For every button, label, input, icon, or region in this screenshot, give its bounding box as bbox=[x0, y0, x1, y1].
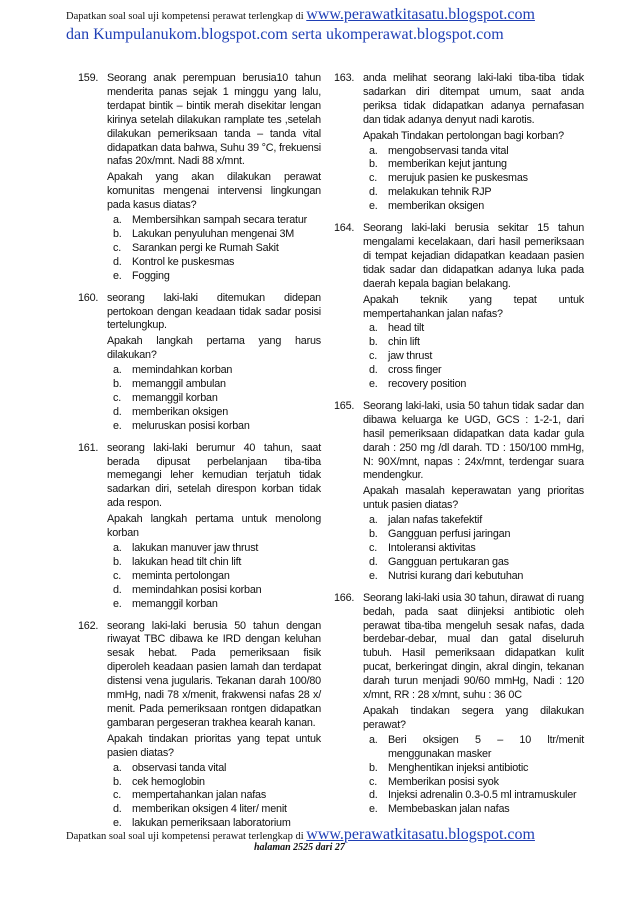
option-list bbox=[107, 762, 321, 832]
header-prefix: Dapatkan soal soal uji kompetensi perawat terlengkap di bbox=[66, 11, 307, 22]
question-ask: Apakah langkah pertama yang harus dilakukan? bbox=[107, 335, 321, 362]
question-stem: Seorang anak perempuan berusia10 tahun menderita panas sejak 1 minggu yang lalu, terdapat bintik – bintik merah disekitar lengan kirinya setelah dilakukan ramplate tes ,setelah dilakukan pemeriksaan tanda – tanda vital didapatkan data bahwa, Suhu 39 °C, frekuensi nafas 20x/mnt. Nadi 88 x/mnt. bbox=[107, 72, 322, 168]
option-text: Membersihkan sampah secara teratur bbox=[132, 214, 308, 227]
option-item bbox=[107, 803, 321, 817]
question-ask: Apakah langkah pertama untuk menolong korban bbox=[107, 513, 321, 540]
option-text: Menghentikan injeksi antibiotic bbox=[388, 761, 529, 774]
question-number: 166. bbox=[334, 591, 355, 604]
option-letter: b. bbox=[113, 378, 122, 391]
option-item bbox=[107, 542, 321, 556]
option-text: meminta pertolongan bbox=[132, 569, 230, 582]
option-text: Gangguan pertukaran gas bbox=[388, 555, 509, 568]
option-letter: e. bbox=[369, 200, 378, 213]
question-number: 165. bbox=[334, 399, 355, 412]
question-166 bbox=[334, 592, 584, 818]
option-text: Memberikan posisi syok bbox=[388, 775, 499, 788]
option-letter: b. bbox=[369, 336, 378, 349]
option-item bbox=[363, 378, 584, 392]
option-letter: e. bbox=[113, 419, 122, 432]
question-stem: anda melihat seorang laki-laki tiba-tiba tidak sadarkan diri ditempat umum, saat anda periksa tidak didapatkan adanya pernafasan dan tidak adanya denyut nadi karotis. bbox=[363, 72, 584, 126]
option-item bbox=[107, 570, 321, 584]
option-text: Lakukan penyuluhan mengenai 3M bbox=[132, 227, 295, 240]
option-item bbox=[363, 570, 584, 584]
option-item bbox=[363, 200, 584, 214]
question-number: 163. bbox=[334, 72, 355, 84]
option-text: Beri oksigen 5 – 10 ltr/menit menggunakan masker bbox=[388, 733, 584, 760]
option-item bbox=[107, 228, 321, 242]
option-letter: d. bbox=[113, 583, 122, 596]
question-number: 161. bbox=[78, 441, 99, 454]
option-item bbox=[107, 556, 321, 570]
option-letter: d. bbox=[113, 255, 122, 268]
option-text: memanggil korban bbox=[132, 391, 218, 404]
option-text: chin lift bbox=[388, 336, 420, 349]
option-text: recovery position bbox=[388, 378, 467, 391]
option-letter: a. bbox=[369, 144, 378, 157]
option-item bbox=[363, 364, 584, 378]
option-list bbox=[107, 542, 321, 612]
option-letter: d. bbox=[113, 803, 122, 816]
option-letter: e. bbox=[369, 378, 378, 391]
option-letter: e. bbox=[369, 569, 378, 582]
question-161 bbox=[78, 442, 321, 612]
option-text: Injeksi adrenalin 0.3-0.5 ml intramuskuler bbox=[388, 789, 577, 802]
option-text: memberikan kejut jantung bbox=[388, 158, 507, 171]
question-stem: seorang laki-laki ditemukan didepan pertokoan dengan keadaan tidak sadar posisi tertelungkup. bbox=[107, 291, 321, 332]
option-text: mengobservasi tanda vital bbox=[388, 144, 509, 157]
option-letter: a. bbox=[369, 322, 378, 335]
question-stem: Seorang laki-laki berusia sekitar 15 tahun mengalami kecelakaan, dari hasil pemeriksaan di tempat kejadian didapatkan keadaan pasien tidak sadar dan didapatkan adanya luka pada daerah kepala bagian belakang. bbox=[363, 222, 584, 290]
option-text: lakukan manuver jaw thrust bbox=[132, 542, 259, 554]
option-text: lakukan head tilt chin lift bbox=[132, 555, 242, 568]
option-text: merujuk pasien ke puskesmas bbox=[388, 172, 528, 185]
option-text: jalan nafas takefektif bbox=[388, 514, 483, 527]
question-stem: Seorang laki-laki, usia 50 tahun tidak sadar dan dibawa keluarga ke UGD, GCS : 1-2-1, dari hasil pemeriksaan didapatkan data kadar gula darah : 250 mg /dl darah. TD : 150/100 mmHg, N: 90X/mnt, napas : 24x/mnt, terdengar suara mendengkur. bbox=[363, 399, 584, 482]
option-letter: c. bbox=[113, 569, 121, 582]
option-letter: a. bbox=[113, 214, 122, 227]
option-letter: b. bbox=[369, 528, 378, 541]
option-text: Intoleransi aktivitas bbox=[388, 542, 476, 554]
option-text: Kontrol ke puskesmas bbox=[132, 255, 235, 268]
option-item bbox=[363, 542, 584, 556]
option-text: memanggil ambulan bbox=[132, 378, 226, 391]
option-letter: b. bbox=[113, 227, 122, 240]
left-column bbox=[78, 72, 321, 839]
option-letter: c. bbox=[113, 789, 121, 802]
option-letter: a. bbox=[113, 364, 122, 377]
option-text: memindahkan korban bbox=[132, 364, 233, 377]
option-item bbox=[107, 364, 321, 378]
option-item bbox=[107, 762, 321, 776]
option-letter: c. bbox=[113, 391, 121, 404]
question-163 bbox=[334, 72, 584, 214]
right-column bbox=[334, 72, 584, 825]
option-item bbox=[107, 584, 321, 598]
option-letter: a. bbox=[369, 514, 378, 527]
option-text: memanggil korban bbox=[132, 597, 218, 610]
option-letter: d. bbox=[369, 789, 378, 802]
question-160 bbox=[78, 292, 321, 434]
option-text: memberikan oksigen 4 liter/ menit bbox=[132, 803, 287, 816]
question-number: 160. bbox=[78, 291, 99, 304]
option-text: memberikan oksigen bbox=[132, 405, 229, 418]
option-item bbox=[107, 256, 321, 270]
option-item bbox=[363, 762, 584, 776]
question-165 bbox=[334, 400, 584, 584]
option-letter: e. bbox=[113, 817, 122, 830]
option-letter: a. bbox=[369, 733, 378, 746]
question-164 bbox=[334, 222, 584, 392]
option-item bbox=[107, 789, 321, 803]
option-item bbox=[363, 186, 584, 200]
option-letter: c. bbox=[113, 241, 121, 254]
page-footer bbox=[66, 826, 626, 853]
option-letter: d. bbox=[369, 555, 378, 568]
option-letter: b. bbox=[369, 158, 378, 171]
question-stem: seorang laki-laki berusia 50 tahun dengan riwayat TBC dibawa ke IRD dengan keluhan sesak hebat. Pada pemeriksaan fisik diperoleh keadaan pasien lamah dan terdapat distensi vena jugularis. Tekanan darah 100/80 mmHg, nadi 78 x/menit, frakwensi nafas 28 x/ menit. Pada pemeriksaan rontgen didapatkan gambaran pergeseran trakhea kearah kanan. bbox=[107, 619, 321, 729]
option-letter: a. bbox=[113, 542, 122, 554]
question-ask: Apakah masalah keperawatan yang prioritas untuk pasien diatas? bbox=[363, 485, 584, 512]
option-text: Gangguan perfusi jaringan bbox=[388, 528, 511, 541]
option-item bbox=[363, 514, 584, 528]
footer-link[interactable]: www.perawatkitasatu.blogspot.com bbox=[306, 826, 535, 843]
option-item bbox=[107, 270, 321, 284]
option-item bbox=[363, 789, 584, 803]
option-item bbox=[363, 158, 584, 172]
option-text: Sarankan pergi ke Rumah Sakit bbox=[132, 241, 279, 254]
option-letter: e. bbox=[113, 597, 122, 610]
option-list bbox=[363, 734, 584, 817]
option-letter: b. bbox=[369, 761, 378, 774]
option-text: mempertahankan jalan nafas bbox=[132, 789, 267, 802]
option-item bbox=[107, 598, 321, 612]
option-item bbox=[107, 242, 321, 256]
option-item bbox=[363, 803, 584, 817]
option-text: cross finger bbox=[388, 364, 442, 377]
option-letter: e. bbox=[113, 269, 122, 282]
option-item bbox=[107, 392, 321, 406]
option-item bbox=[363, 322, 584, 336]
question-number: 164. bbox=[334, 222, 355, 235]
option-text: head tilt bbox=[388, 322, 425, 335]
option-text: melakukan tehnik RJP bbox=[388, 186, 492, 199]
option-text: meluruskan posisi korban bbox=[132, 419, 250, 432]
option-text: jaw thrust bbox=[388, 350, 433, 363]
question-ask: Apakah Tindakan pertolongan bagi korban? bbox=[363, 129, 564, 142]
question-number: 162. bbox=[78, 619, 99, 632]
option-text: cek hemoglobin bbox=[132, 775, 205, 788]
question-stem: Seorang laki-laki usia 30 tahun, dirawat di ruang bedah, pada saat diinjeksi antibiotic oleh perawat tiba-tiba mengeluh sesak nafas, dada berdebar-debar, mual dan gatal diseluruh tubuh. Hasil pemeriksaan didapatkan kulit pucat, berkeringat dingin, akral dingin, tekanan darah turun menjadi 90/60 mmHg, Nadi : 120 x/mnt, RR : 28 x/mnt, suhu : 36 0C bbox=[363, 591, 584, 702]
question-159 bbox=[78, 72, 321, 284]
page-header bbox=[66, 6, 626, 44]
option-text: lakukan pemeriksaan laboratorium bbox=[132, 817, 291, 830]
question-ask: Apakah yang akan dilakukan perawat komunitas mengenai intervensi lingkungan pada kasus diatas? bbox=[107, 171, 321, 212]
question-number: 159. bbox=[78, 72, 99, 84]
option-item bbox=[107, 214, 321, 228]
header-line2[interactable]: dan Kumpulanukom.blogspot.com serta ukomperawat.blogspot.com bbox=[66, 26, 504, 43]
option-item bbox=[363, 528, 584, 542]
option-item bbox=[363, 734, 584, 762]
option-text: Nutrisi kurang dari kebutuhan bbox=[388, 569, 524, 582]
question-ask: Apakah teknik yang tepat untuk mempertahankan jalan nafas? bbox=[363, 293, 584, 320]
option-text: Fogging bbox=[132, 269, 170, 282]
option-item bbox=[363, 145, 584, 159]
option-letter: c. bbox=[369, 172, 377, 185]
question-stem: seorang laki-laki berumur 40 tahun, saat berada dipusat perbelanjaan tiba-tiba memegangi leher kemudian terjatuh tidak sadarkan diri, setelah direspon korban tidak ada respon. bbox=[107, 441, 321, 510]
option-item bbox=[107, 776, 321, 790]
option-list bbox=[107, 364, 321, 434]
option-letter: c. bbox=[369, 542, 377, 554]
option-letter: b. bbox=[113, 775, 122, 788]
option-list bbox=[363, 145, 584, 215]
option-letter: d. bbox=[369, 186, 378, 199]
header-link[interactable]: www.perawatkitasatu.blogspot.com bbox=[306, 6, 535, 23]
option-item bbox=[107, 378, 321, 392]
option-item bbox=[363, 350, 584, 364]
option-list bbox=[363, 322, 584, 392]
option-text: memindahkan posisi korban bbox=[132, 583, 262, 596]
option-item bbox=[107, 420, 321, 434]
question-ask: Apakah tindakan segera yang dilakukan perawat? bbox=[363, 704, 584, 731]
option-text: observasi tanda vital bbox=[132, 761, 227, 774]
option-letter: a. bbox=[113, 761, 122, 774]
option-text: memberikan oksigen bbox=[388, 200, 485, 213]
option-list bbox=[107, 214, 321, 284]
option-item bbox=[107, 406, 321, 420]
page-number: halaman 2525 dari 27 bbox=[254, 842, 345, 853]
option-letter: d. bbox=[369, 364, 378, 377]
option-item bbox=[363, 556, 584, 570]
option-item bbox=[363, 776, 584, 790]
option-letter: d. bbox=[113, 405, 122, 418]
option-letter: e. bbox=[369, 803, 378, 816]
question-ask: Apakah tindakan prioritas yang tepat untuk pasien diatas? bbox=[107, 732, 321, 759]
option-item bbox=[363, 172, 584, 186]
option-item bbox=[363, 336, 584, 350]
footer-prefix: Dapatkan soal soal uji kompetensi perawat terlengkap di bbox=[66, 831, 307, 842]
option-letter: b. bbox=[113, 555, 122, 568]
option-letter: c. bbox=[369, 350, 377, 363]
option-text: Membebaskan jalan nafas bbox=[388, 803, 510, 816]
option-list bbox=[363, 514, 584, 584]
question-162 bbox=[78, 620, 321, 832]
option-letter: c. bbox=[369, 775, 377, 788]
